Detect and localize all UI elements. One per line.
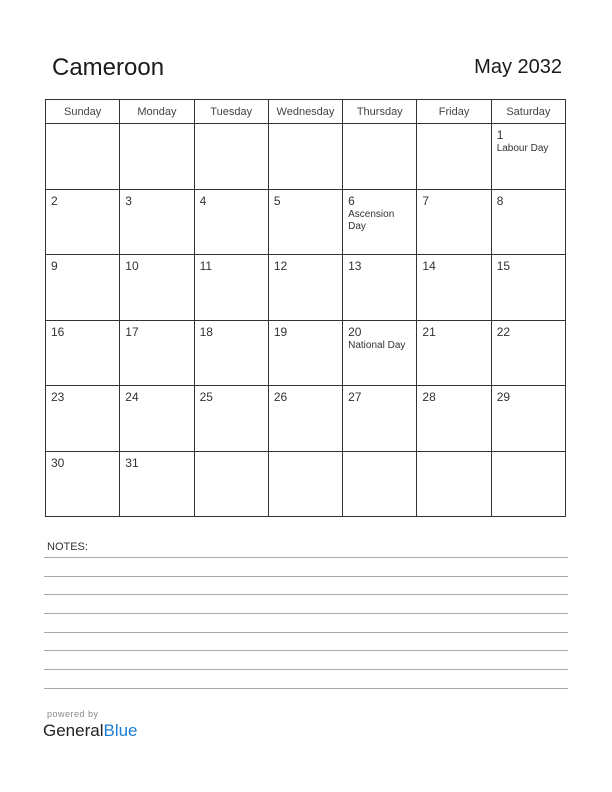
week-row	[46, 255, 566, 321]
day-number: 20	[348, 324, 362, 339]
day-number: 27	[348, 390, 362, 404]
day-cell	[491, 189, 565, 255]
day-cell	[46, 189, 120, 255]
day-number: 3	[125, 193, 132, 208]
day-cell	[46, 451, 120, 517]
day-cell	[491, 320, 565, 386]
week-row	[46, 386, 566, 452]
day-number: 7	[422, 193, 430, 208]
weekday-thursday: Thursday	[343, 100, 417, 124]
notes-line	[44, 576, 568, 577]
day-number: 24	[125, 390, 139, 404]
day-cell	[491, 386, 565, 452]
day-cell	[343, 386, 417, 452]
day-cell	[417, 451, 491, 517]
day-number: 21	[422, 324, 436, 339]
day-cell	[120, 255, 194, 321]
day-number: 15	[496, 259, 511, 273]
day-cell	[46, 386, 120, 452]
day-number: 25	[199, 390, 213, 404]
day-number: 5	[273, 193, 281, 208]
day-number: 26	[273, 390, 288, 404]
notes-line	[44, 650, 568, 651]
week-row	[46, 320, 566, 386]
brand-logo	[43, 721, 138, 741]
brand-general: General	[43, 721, 104, 740]
holiday-label: Ascension Day	[348, 208, 395, 232]
day-cell	[268, 189, 342, 255]
day-cell	[491, 255, 565, 321]
day-cell	[194, 189, 268, 255]
day-cell	[120, 320, 194, 386]
day-cell	[194, 320, 268, 386]
day-cell	[417, 189, 491, 255]
day-cell	[268, 255, 342, 321]
day-cell	[268, 451, 342, 517]
day-number: 6	[348, 193, 355, 208]
day-number: 31	[125, 455, 139, 470]
day-cell	[417, 255, 491, 321]
day-cell	[417, 320, 491, 386]
day-cell	[343, 189, 417, 255]
day-cell	[46, 320, 120, 386]
day-cell	[46, 124, 120, 190]
notes-line	[44, 688, 568, 689]
notes-line	[44, 594, 568, 595]
week-row	[46, 451, 566, 517]
day-cell	[120, 451, 194, 517]
week-row	[46, 124, 566, 190]
brand-blue: Blue	[103, 721, 138, 740]
weekday-sunday: Sunday	[46, 100, 120, 124]
day-number: 1	[496, 128, 504, 142]
day-number: 4	[199, 193, 207, 208]
day-number: 30	[51, 455, 65, 470]
weekday-tuesday: Tuesday	[194, 100, 268, 124]
day-cell	[120, 124, 194, 190]
notes-line	[44, 632, 568, 633]
day-number: 28	[422, 390, 436, 404]
day-cell	[194, 386, 268, 452]
weekday-header-row	[46, 100, 566, 124]
notes-line	[44, 613, 568, 614]
day-cell	[417, 124, 491, 190]
holiday-label: Labour Day	[496, 143, 549, 154]
holiday-label: National Day	[348, 339, 406, 351]
day-number: 23	[51, 390, 65, 404]
day-number: 10	[125, 259, 139, 273]
day-cell	[120, 386, 194, 452]
day-number: 13	[348, 259, 362, 273]
day-number: 29	[496, 390, 511, 404]
day-cell	[343, 451, 417, 517]
day-cell	[417, 386, 491, 452]
weekday-friday: Friday	[417, 100, 491, 124]
notes-line	[44, 557, 568, 558]
month-year-title: May 2032	[474, 56, 562, 78]
day-number: 19	[273, 324, 288, 339]
day-cell	[268, 320, 342, 386]
powered-by-text: powered by	[47, 709, 99, 719]
weekday-monday: Monday	[120, 100, 194, 124]
day-number: 22	[496, 324, 511, 339]
day-cell	[343, 124, 417, 190]
day-number: 8	[496, 193, 504, 208]
notes-line	[44, 669, 568, 670]
day-number: 18	[199, 324, 213, 339]
day-number: 9	[51, 259, 58, 273]
day-cell	[491, 124, 565, 190]
day-cell	[46, 255, 120, 321]
day-number: 14	[422, 259, 436, 273]
day-cell	[120, 189, 194, 255]
day-cell	[343, 255, 417, 321]
week-row	[46, 189, 566, 255]
day-cell	[194, 124, 268, 190]
day-number: 11	[199, 259, 213, 273]
weekday-wednesday: Wednesday	[268, 100, 342, 124]
weekday-saturday: Saturday	[491, 100, 565, 124]
day-cell	[194, 451, 268, 517]
calendar-grid	[45, 99, 566, 517]
day-number: 12	[273, 259, 288, 273]
day-number: 17	[125, 324, 139, 339]
day-cell	[268, 386, 342, 452]
notes-label: NOTES:	[47, 541, 88, 553]
day-cell	[268, 124, 342, 190]
country-title: Cameroon	[52, 54, 165, 81]
day-cell	[491, 451, 565, 517]
day-number: 2	[51, 193, 58, 208]
day-cell	[194, 255, 268, 321]
day-cell	[343, 320, 417, 386]
day-number: 16	[51, 324, 65, 339]
